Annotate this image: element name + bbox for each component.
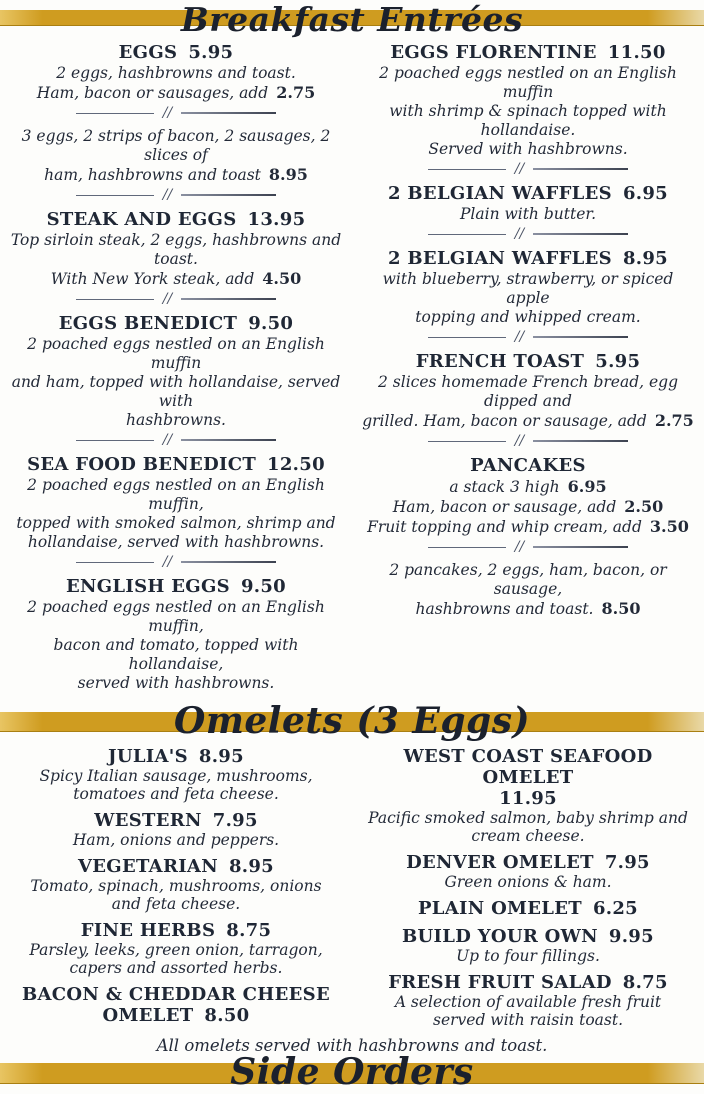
menu-item (8, 856, 344, 913)
item-description-text: 3 eggs, 2 strips of bacon, 2 sausages, 2 slices of (21, 127, 331, 164)
menu-column-left (0, 746, 352, 1036)
item-name: PANCAKES (470, 455, 586, 476)
item-description-line (8, 941, 344, 959)
breakfast-columns (0, 40, 704, 698)
item-description-line (360, 270, 696, 308)
item-divider (423, 539, 633, 555)
menu-item (360, 561, 696, 619)
menu-item (360, 42, 696, 159)
item-description-line (360, 373, 696, 411)
item-description-line (8, 598, 344, 636)
item-name-line (360, 926, 696, 947)
menu-item (8, 209, 344, 289)
divider-line (181, 298, 276, 300)
item-price: 6.25 (592, 898, 639, 919)
item-price: 2.75 (276, 83, 316, 102)
item-name-line (360, 455, 696, 477)
menu-item (360, 852, 696, 891)
item-description-line (8, 636, 344, 674)
divider-slash-mark: // (514, 539, 525, 555)
item-description-line (8, 373, 344, 411)
item-divider (71, 105, 281, 121)
item-description-text: hashbrowns. (126, 411, 226, 429)
item-description-line (360, 477, 696, 497)
item-description-line (360, 205, 696, 224)
divider-line (181, 439, 276, 441)
item-description-text: Pacific smoked salmon, baby shrimp and (368, 809, 688, 827)
item-description-line (360, 1011, 696, 1029)
item-description-line (8, 514, 344, 533)
item-name-line (8, 856, 344, 877)
menu-item (8, 810, 344, 849)
item-description-line (360, 140, 696, 159)
item-price: 2.75 (654, 411, 694, 430)
item-price: 4.50 (262, 269, 302, 288)
item-divider (71, 291, 281, 307)
side-orders-section-header (0, 1051, 704, 1093)
menu-column-right (352, 42, 704, 698)
item-name: BUILD YOUR OWN (402, 926, 598, 947)
item-description-text: served with hashbrowns. (77, 674, 275, 692)
item-divider (423, 161, 633, 177)
item-description-line (360, 561, 696, 599)
item-price: 2.50 (624, 497, 664, 516)
item-name-line (8, 42, 344, 64)
divider-line (533, 546, 628, 548)
item-price: 8.50 (601, 599, 641, 618)
item-divider (71, 554, 281, 570)
item-name-line (360, 852, 696, 873)
item-name-line (8, 454, 344, 476)
item-description-text: Spicy Italian sausage, mushrooms, (39, 767, 313, 785)
item-name: DENVER OMELET (406, 852, 594, 873)
item-description-line (8, 895, 344, 913)
item-name: VEGETARIAN (78, 856, 218, 877)
item-description-line (8, 64, 344, 83)
omelets-footer-note: All omelets served with hashbrowns and toast. (156, 1036, 548, 1055)
menu-item (8, 42, 344, 103)
divider-line (76, 562, 154, 563)
item-name-line (8, 313, 344, 335)
item-description-line (360, 102, 696, 140)
item-price: 8.75 (622, 972, 668, 993)
item-price: 3.50 (649, 517, 689, 536)
item-name: WEST COAST SEAFOOD OMELET (403, 746, 653, 788)
item-divider (71, 187, 281, 203)
omelets-columns (0, 744, 704, 1036)
divider-line (428, 169, 506, 170)
item-price: 9.50 (248, 313, 294, 334)
section-title-omelets: Omelets (3 Eggs) (173, 700, 531, 742)
item-divider (423, 329, 633, 345)
item-price: 11.50 (607, 42, 666, 63)
item-description-text: A selection of available fresh fruit (394, 993, 662, 1011)
divider-line (533, 233, 628, 235)
item-name: EGGS FLORENTINE (390, 42, 597, 63)
item-description-line (8, 127, 344, 165)
menu-item (8, 746, 344, 803)
item-name: BACON & CHEDDAR CHEESE (22, 984, 330, 1005)
item-name-line (360, 183, 696, 205)
item-description-text: 2 slices homemade French bread, egg dipped and (378, 373, 678, 410)
divider-slash-mark: // (514, 161, 525, 177)
item-description-line (360, 809, 696, 827)
item-description-line (360, 947, 696, 965)
item-name: 2 BELGIAN WAFFLES (388, 183, 612, 204)
item-description-text: 2 poached eggs nestled on an English muffin (379, 64, 677, 101)
item-description-text: capers and assorted herbs. (69, 959, 283, 977)
item-description-text: Top sirloin steak, 2 eggs, hashbrowns and toast. (10, 231, 342, 268)
menu-item (360, 926, 696, 965)
item-description-text: and ham, topped with hollandaise, served with (11, 373, 341, 410)
item-name-line (360, 42, 696, 64)
item-description-text: 2 eggs, hashbrowns and toast. (56, 64, 296, 82)
menu-item (360, 351, 696, 431)
item-name-line (360, 351, 696, 373)
item-name-line (360, 746, 696, 788)
item-name: STEAK AND EGGS (46, 209, 237, 230)
item-name-line (8, 746, 344, 767)
item-price: 8.95 (622, 248, 668, 269)
item-description-text: topped with smoked salmon, shrimp and (16, 514, 336, 532)
item-description-text: Fruit topping and whip cream, add (367, 518, 642, 536)
divider-slash-mark: // (514, 433, 525, 449)
divider-slash-mark: // (162, 432, 173, 448)
item-description-line (360, 993, 696, 1011)
divider-line (76, 113, 154, 114)
item-description-text: 2 poached eggs nestled on an English muffin (27, 335, 325, 372)
item-name: JULIA'S (108, 746, 188, 767)
item-description-text: tomatoes and feta cheese. (73, 785, 279, 803)
item-name: FRESH FRUIT SALAD (388, 972, 612, 993)
menu-item (360, 248, 696, 327)
divider-slash-mark: // (162, 291, 173, 307)
item-description-line (360, 599, 696, 619)
omelets-section-header (0, 698, 704, 744)
menu-item (360, 972, 696, 1029)
item-description-line (360, 873, 696, 891)
item-description-line (8, 831, 344, 849)
breakfast-section-header (0, 0, 704, 40)
item-name: EGGS BENEDICT (58, 313, 238, 334)
item-description-text: cream cheese. (471, 827, 585, 845)
item-name: EGGS (118, 42, 178, 63)
item-description-line (8, 165, 344, 185)
item-description-text: 2 poached eggs nestled on an English muffin, (27, 476, 325, 513)
menu-item (8, 920, 344, 977)
item-price: 8.75 (226, 920, 272, 941)
item-description-line (360, 64, 696, 102)
menu-item (360, 746, 696, 845)
divider-slash-mark: // (162, 105, 173, 121)
item-name-line (8, 1005, 344, 1026)
divider-line (533, 440, 628, 442)
divider-line (533, 336, 628, 338)
item-description-line (360, 308, 696, 327)
item-price: 8.50 (204, 1005, 250, 1026)
divider-line (533, 168, 628, 170)
item-price: 5.95 (188, 42, 234, 63)
item-name-line (8, 984, 344, 1005)
item-description-line (360, 411, 696, 431)
item-description-text: Ham, bacon or sausage, add (392, 498, 617, 516)
divider-line (76, 299, 154, 300)
item-name-line (360, 972, 696, 993)
item-description-text: and feta cheese. (111, 895, 241, 913)
item-description-line (8, 877, 344, 895)
item-name-line (360, 788, 696, 809)
item-price: 8.95 (268, 165, 308, 184)
item-price: 12.50 (267, 454, 325, 475)
divider-slash-mark: // (162, 187, 173, 203)
divider-line (428, 547, 506, 548)
item-description-text: 2 pancakes, 2 eggs, ham, bacon, or sausage, (389, 561, 667, 598)
item-description-text: hollandaise, served with hashbrowns. (27, 533, 325, 551)
item-price: 6.95 (567, 477, 607, 496)
item-name: OMELET (102, 1005, 194, 1026)
divider-slash-mark: // (514, 226, 525, 242)
item-description-text: Tomato, spinach, mushrooms, onions (30, 877, 322, 895)
item-divider (423, 433, 633, 449)
item-description-text: hashbrowns and toast. (415, 600, 594, 618)
item-price: 6.95 (622, 183, 668, 204)
item-name: SEA FOOD BENEDICT (27, 454, 257, 475)
item-description-text: Up to four fillings. (456, 947, 600, 965)
divider-line (76, 440, 154, 441)
item-name: ENGLISH EGGS (65, 576, 230, 597)
item-description-line (8, 335, 344, 373)
item-description-line (8, 533, 344, 552)
divider-line (76, 195, 154, 196)
item-description-text: Served with hashbrowns. (428, 140, 628, 158)
menu-item (8, 127, 344, 185)
item-name: 2 BELGIAN WAFFLES (388, 248, 612, 269)
divider-line (428, 234, 506, 235)
item-description-line (8, 269, 344, 289)
divider-slash-mark: // (162, 554, 173, 570)
item-price: 9.95 (608, 926, 654, 947)
item-name-line (8, 576, 344, 598)
item-description-line (8, 767, 344, 785)
item-description-line (8, 959, 344, 977)
item-price: 11.95 (499, 788, 557, 809)
menu-item (360, 183, 696, 224)
divider-line (181, 194, 276, 196)
item-description-line (8, 476, 344, 514)
item-description-text: grilled. Ham, bacon or sausage, add (362, 412, 647, 430)
menu-item (8, 454, 344, 552)
item-price: 7.95 (212, 810, 258, 831)
item-description-line (360, 827, 696, 845)
item-price: 13.95 (247, 209, 306, 230)
menu-item (8, 576, 344, 693)
divider-line (428, 441, 506, 442)
menu-item (8, 984, 344, 1026)
divider-slash-mark: // (514, 329, 525, 345)
item-name: FRENCH TOAST (415, 351, 585, 372)
item-name-line (8, 209, 344, 231)
item-description-text: topping and whipped cream. (415, 308, 641, 326)
item-divider (71, 432, 281, 448)
item-description-line (360, 497, 696, 517)
item-description-text: served with raisin toast. (432, 1011, 624, 1029)
divider-line (181, 561, 276, 563)
item-description-text: ham, hashbrowns and toast (44, 166, 261, 184)
item-description-line (360, 517, 696, 537)
menu-item (360, 455, 696, 537)
item-name: WESTERN (94, 810, 202, 831)
item-description-text: with blueberry, strawberry, or spiced apple (382, 270, 674, 307)
item-description-line (8, 785, 344, 803)
item-description-text: Green onions & ham. (444, 873, 612, 891)
item-name-line (8, 810, 344, 831)
item-name: PLAIN OMELET (417, 898, 582, 919)
item-description-text: with shrimp & spinach topped with hollandaise. (389, 102, 667, 139)
item-name: FINE HERBS (80, 920, 216, 941)
item-price: 8.95 (228, 856, 274, 877)
item-description-line (8, 411, 344, 430)
section-title-side-orders: Side Orders (230, 1051, 474, 1093)
menu-column-right (352, 746, 704, 1036)
divider-line (428, 337, 506, 338)
item-price: 5.95 (595, 351, 641, 372)
menu-column-left (0, 42, 352, 698)
item-description-text: With New York steak, add (50, 270, 255, 288)
item-divider (423, 226, 633, 242)
item-description-text: Ham, bacon or sausages, add (36, 84, 269, 102)
item-description-line (8, 83, 344, 103)
item-description-line (8, 674, 344, 693)
section-title-breakfast: Breakfast Entrées (180, 0, 524, 39)
item-description-text: 2 poached eggs nestled on an English muffin, (27, 598, 325, 635)
item-name-line (360, 248, 696, 270)
divider-line (181, 112, 276, 114)
item-description-text: Parsley, leeks, green onion, tarragon, (29, 941, 323, 959)
item-description-line (8, 231, 344, 269)
item-description-text: bacon and tomato, topped with hollandaise, (53, 636, 299, 673)
item-price: 8.95 (198, 746, 244, 767)
item-description-text: a stack 3 high (449, 478, 560, 496)
item-price: 7.95 (604, 852, 650, 873)
item-description-text: Plain with butter. (459, 205, 597, 223)
item-description-text: Ham, onions and peppers. (72, 831, 280, 849)
menu-item (8, 313, 344, 430)
item-name-line (8, 920, 344, 941)
item-price: 9.50 (240, 576, 286, 597)
